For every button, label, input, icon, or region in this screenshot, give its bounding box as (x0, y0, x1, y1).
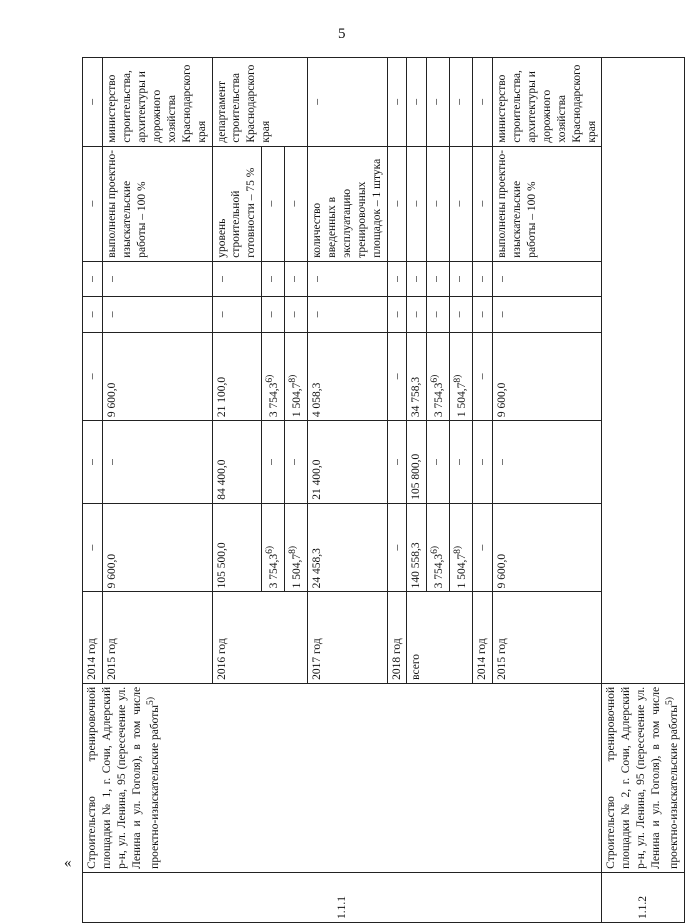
table-row (83, 58, 103, 923)
executor-cell: – (450, 58, 473, 147)
value-cell: – (307, 297, 387, 332)
executor-cell: – (387, 58, 407, 147)
year-cell: 2015 год (102, 592, 212, 684)
value-cell: – (472, 503, 492, 592)
value-cell: – (472, 297, 492, 332)
value-cell: – (387, 503, 407, 592)
value-cell: 21 100,0 (212, 332, 262, 421)
table-row (602, 58, 685, 923)
value-cell: 140 558,3 (407, 503, 427, 592)
value-cell: – (83, 297, 103, 332)
year-cell: 2017 год (307, 592, 387, 684)
result-cell: – (407, 146, 427, 261)
value-cell: – (472, 421, 492, 504)
value-cell: – (450, 261, 473, 296)
result-cell: выполнены проектно-изыскательские работы – 100 % (102, 146, 212, 261)
value-cell: – (387, 421, 407, 504)
value-cell: 3 754,3$^{6)}$ (427, 503, 450, 592)
executor-cell: – (427, 58, 450, 147)
executor-cell: – (407, 58, 427, 147)
item-description: Строительство тренировочной площадки № 1, г. Сочи, Адлерский р-н, ул. Ленина, 95 (пересечение ул. Ленина и ул. Гоголя), в том числе проектно-изыскательские работы$^{5)}$ (83, 683, 602, 872)
value-cell: – (262, 261, 285, 296)
value-cell: – (387, 297, 407, 332)
value-cell: – (450, 421, 473, 504)
year-cell: 2014 год (472, 592, 492, 684)
value-cell: 3 754,3$^{6)}$ (262, 332, 285, 421)
year-cell: 2015 год (492, 592, 602, 684)
value-cell: 3 754,3$^{6)}$ (427, 332, 450, 421)
result-cell: – (387, 146, 407, 261)
value-cell: – (212, 297, 262, 332)
value-cell: – (262, 297, 285, 332)
quote-mark: « (64, 855, 72, 871)
value-cell: 9 600,0 (492, 503, 602, 592)
value-cell: – (427, 297, 450, 332)
result-cell: – (285, 146, 308, 261)
value-cell: – (83, 261, 103, 296)
result-cell: – (83, 146, 103, 261)
value-cell: 3 754,3$^{6)}$ (262, 503, 285, 592)
row-number: 1.1.2 (602, 872, 685, 922)
result-cell: уровень строительной готовности – 75 % (212, 146, 262, 261)
value-cell: – (83, 332, 103, 421)
value-cell: 9 600,0 (492, 332, 602, 421)
value-cell: 4 058,3 (307, 332, 387, 421)
value-cell: – (285, 261, 308, 296)
value-cell: – (387, 261, 407, 296)
value-cell: 9 600,0 (102, 332, 212, 421)
value-cell: 21 400,0 (307, 421, 387, 504)
value-cell: – (492, 261, 602, 296)
result-cell: – (472, 146, 492, 261)
executor-cell: министерство строительства, архитектуры и дорожного хозяйства Краснодарского края (102, 58, 212, 147)
value-cell: – (472, 332, 492, 421)
result-cell: – (262, 146, 285, 261)
value-cell: – (102, 261, 212, 296)
page-number: 5 (338, 26, 346, 42)
value-cell: 1 504,7$^{8)}$ (285, 503, 308, 592)
value-cell: 105 500,0 (212, 503, 262, 592)
result-cell: – (450, 146, 473, 261)
value-cell: – (212, 261, 262, 296)
value-cell: – (83, 503, 103, 592)
row-number: 1.1.1 (83, 872, 602, 922)
value-cell: 105 800,0 (407, 421, 427, 504)
year-cell: 2014 год (83, 592, 103, 684)
executor-cell: – (83, 58, 103, 147)
item-description: Строительство тренировочной площадки № 2, г. Сочи, Адлерский р-н, ул. Ленина, 95 (пересечение ул. Ленина и ул. Гоголя), в том числе проектно-изыскательские работы$^{5)}$ (602, 683, 685, 872)
value-cell: – (492, 297, 602, 332)
value-cell: 24 458,3 (307, 503, 387, 592)
executor-cell: департамент строительства Краснодарского края (212, 58, 307, 147)
value-cell: – (83, 421, 103, 504)
result-cell: количество введенных в эксплуатацию тренировочных площадок – 1 штука (307, 146, 387, 261)
value-cell: – (102, 421, 212, 504)
executor-cell: – (472, 58, 492, 147)
value-cell: – (450, 297, 473, 332)
executor-cell: – (307, 58, 387, 147)
year-cell: 2016 год (212, 592, 307, 684)
value-cell: – (492, 421, 602, 504)
value-cell: – (387, 332, 407, 421)
result-cell: выполнены проектно-изыскательские работы – 100 % (492, 146, 602, 261)
value-cell: 9 600,0 (102, 503, 212, 592)
value-cell: – (285, 297, 308, 332)
value-cell: 1 504,7$^{8)}$ (450, 503, 473, 592)
year-cell: 2018 год (387, 592, 407, 684)
value-cell: – (102, 297, 212, 332)
budget-table (82, 57, 685, 923)
value-cell: – (427, 421, 450, 504)
value-cell: – (285, 421, 308, 504)
value-cell: 34 758,3 (407, 332, 427, 421)
value-cell: – (427, 261, 450, 296)
value-cell: – (407, 261, 427, 296)
value-cell: 1 504,7$^{8)}$ (285, 332, 308, 421)
value-cell: 1 504,7$^{8)}$ (450, 332, 473, 421)
total-cell: всего (407, 592, 472, 684)
result-cell: – (427, 146, 450, 261)
value-cell: – (307, 261, 387, 296)
executor-cell: министерство строительства, архитектуры и дорожного хозяйства Краснодарского края (492, 58, 602, 147)
continuation-cell (602, 58, 685, 684)
value-cell: 84 400,0 (212, 421, 262, 504)
value-cell: – (262, 421, 285, 504)
value-cell: – (407, 297, 427, 332)
value-cell: – (472, 261, 492, 296)
